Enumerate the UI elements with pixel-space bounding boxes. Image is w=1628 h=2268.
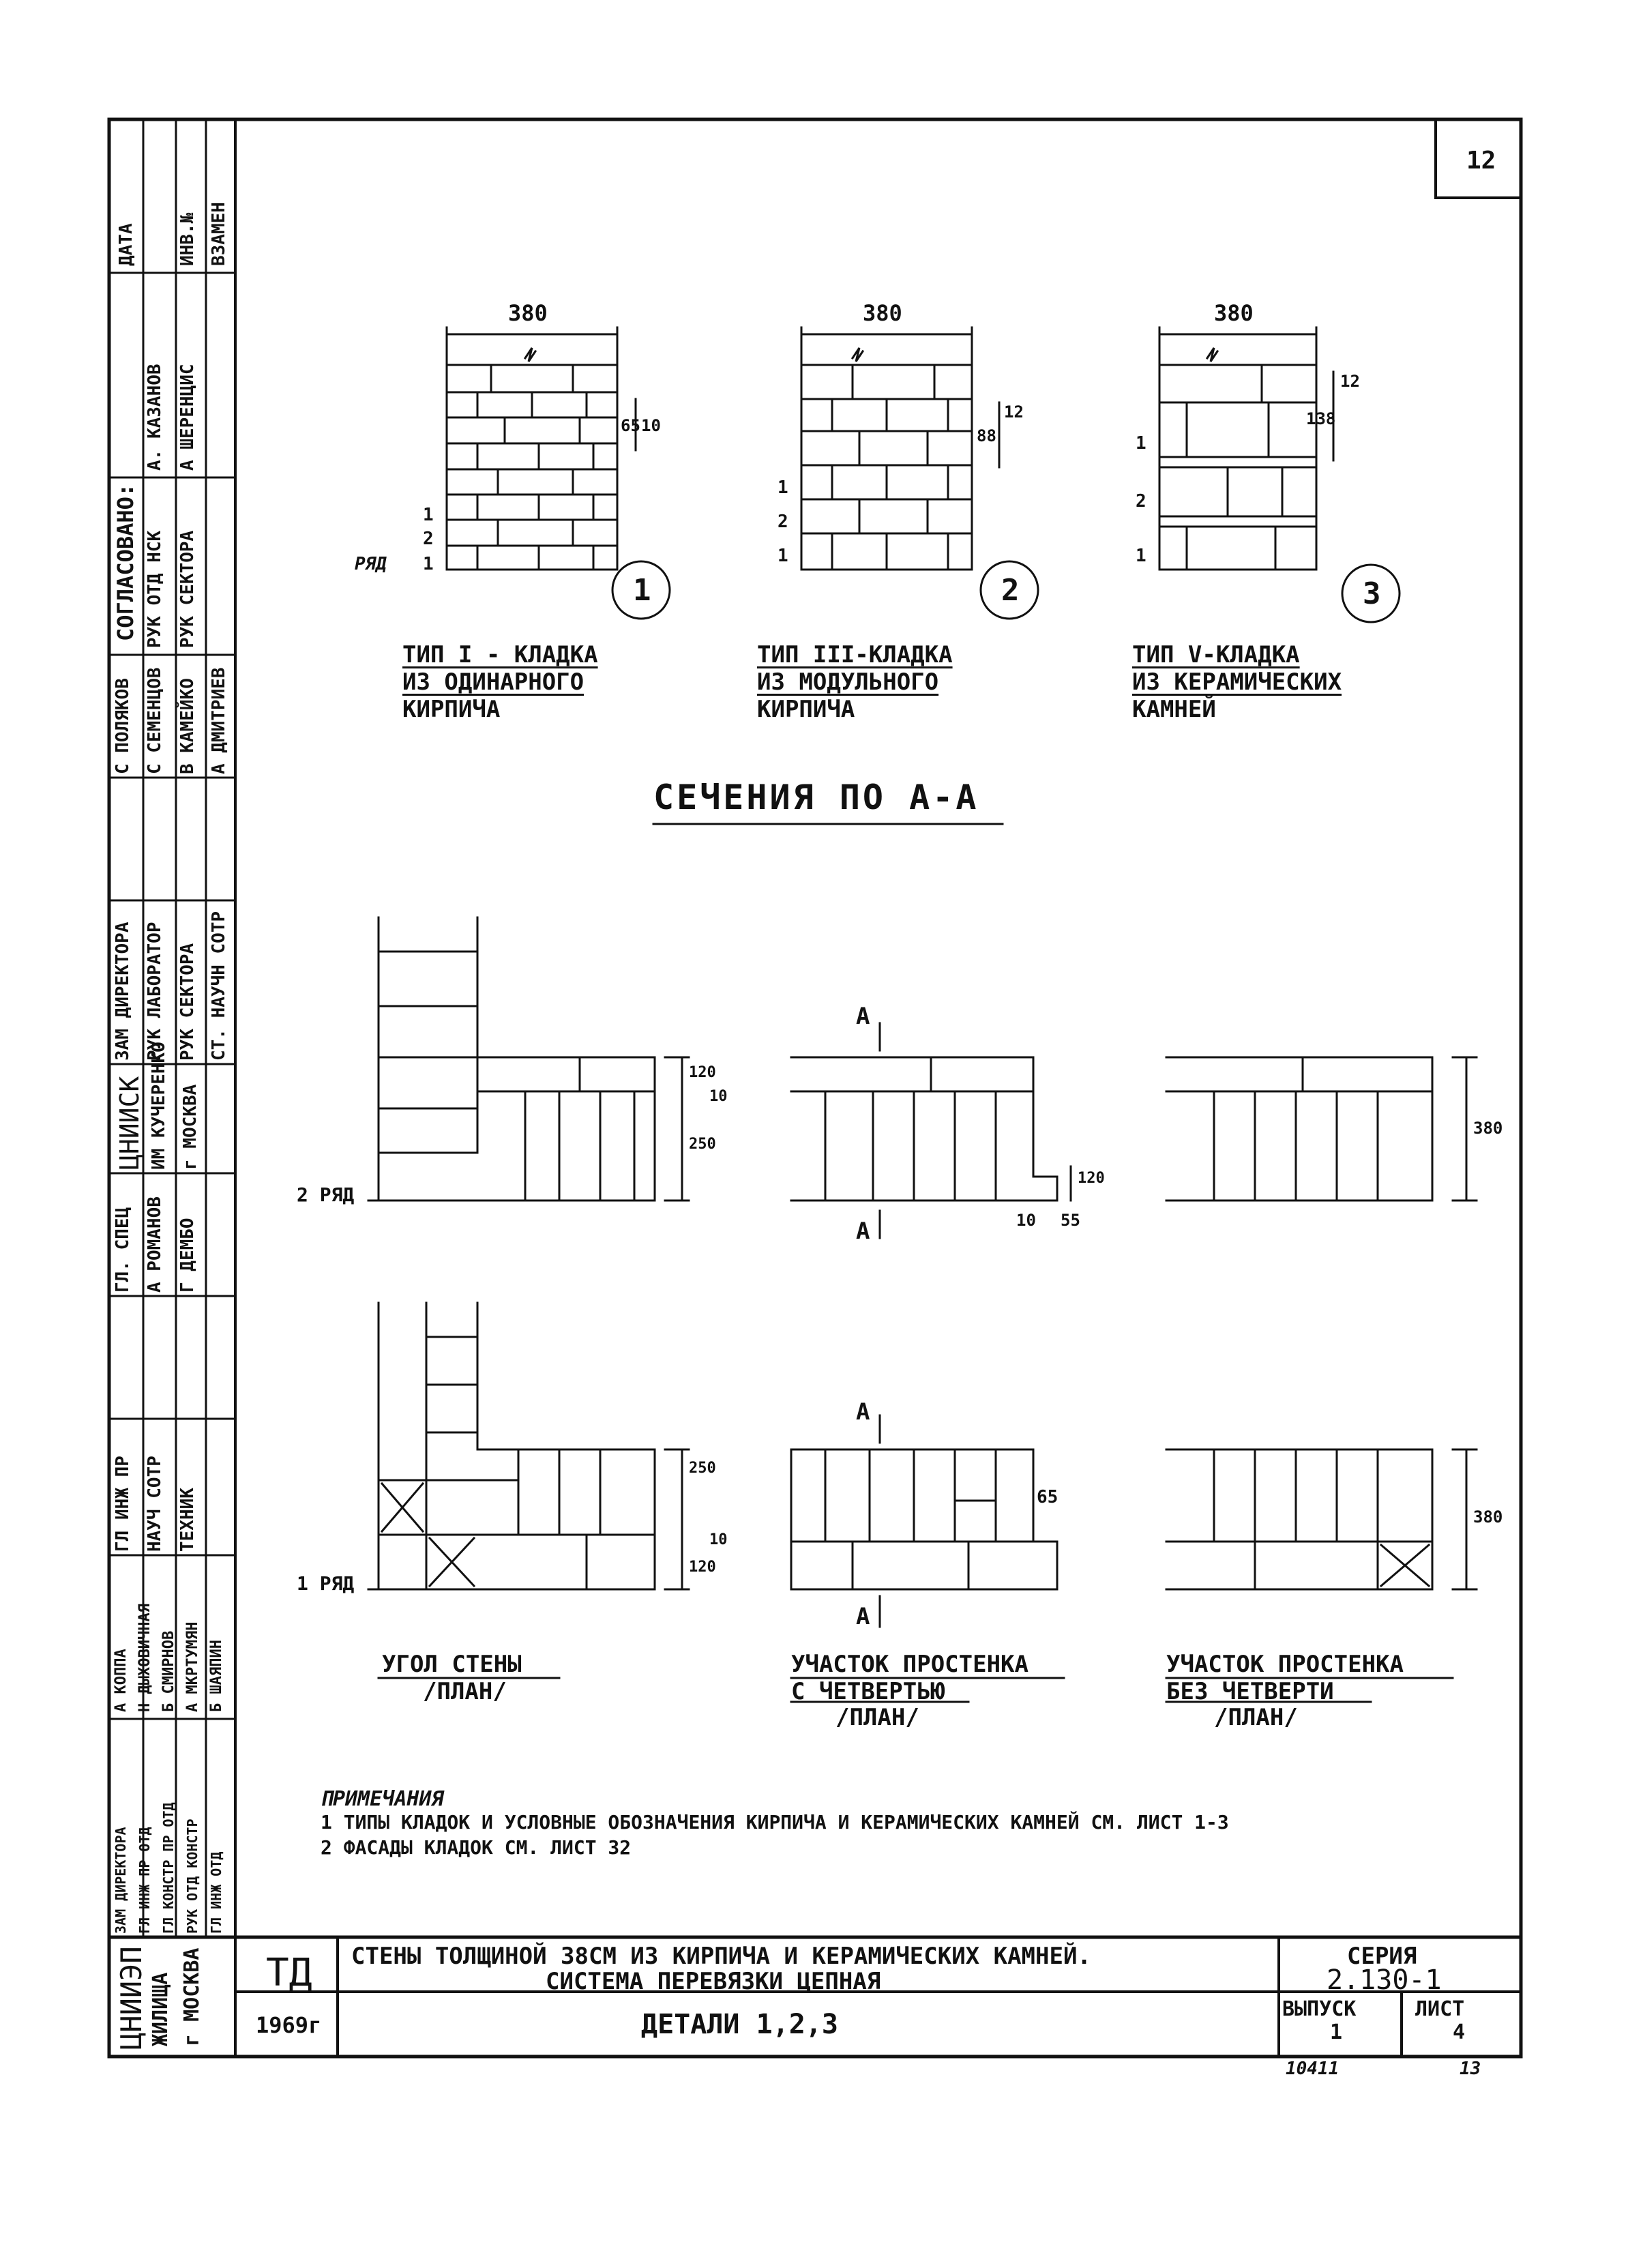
sheet-bottom-left-number: 10411	[1286, 2059, 1340, 2079]
stamp-agreed: СОГЛАСОВАНО:	[113, 483, 138, 641]
elevation-1-dim-a: 65	[621, 416, 640, 435]
series-label: СЕРИЯ	[1347, 1943, 1417, 1970]
caption-quarter-line-3: /ПЛАН/	[835, 1704, 919, 1731]
stamp-role-researcher: НАУЧ СОТР	[145, 1456, 165, 1552]
dim-250-corner-row1: 250	[689, 1460, 716, 1477]
issue-value: 1	[1330, 2020, 1343, 2044]
section-mark-row2-bottom: А	[856, 1218, 870, 1245]
stamp-role-sector-head: РУК СЕКТОРА	[177, 943, 198, 1061]
dim-120-corner-row2: 120	[689, 1064, 716, 1081]
elevation-3-dim-a: 138	[1306, 409, 1336, 428]
elevation-2-title-line-3: КИРПИЧА	[757, 696, 855, 723]
row-prefix-label: РЯД	[355, 554, 387, 574]
page-number: 12	[1466, 147, 1496, 175]
caption-corner-line-2: /ПЛАН/	[423, 1678, 507, 1705]
elevation-2-row-c: 1	[778, 546, 788, 566]
dim-10-quarter-row2: 10	[1016, 1211, 1036, 1230]
dim-10-corner-row2: 10	[709, 1088, 728, 1105]
elevation-2-row-b: 2	[778, 512, 788, 532]
stamp-role-senior-researcher: СТ. НАУЧН СОТР	[209, 911, 229, 1061]
plan-corner-row-2	[368, 917, 689, 1201]
stamp-name-romanov: А РОМАНОВ	[145, 1196, 165, 1293]
elevation-3-title-line-2: ИЗ КЕРАМИЧЕСКИХ	[1132, 668, 1342, 696]
elevation-1-row-a: 1	[423, 505, 434, 525]
section-mark-row1-top: А	[856, 1398, 870, 1426]
stamp-role-chief-constr: ГЛ КОНСТР ПР ОТД	[160, 1802, 177, 1934]
elevation-1-row-b: 2	[423, 529, 434, 549]
stamp-role-head-constr: РУК ОТД КОНСТР	[184, 1818, 201, 1934]
elevation-2-title-line-1: ТИП III-КЛАДКА	[757, 641, 953, 668]
stamp-name-polyakov: С ПОЛЯКОВ	[113, 678, 133, 774]
elevation-3-width-dim: 380	[1214, 300, 1254, 326]
elevation-3-circle-number: 3	[1363, 576, 1381, 611]
caption-no-quarter-line-3: /ПЛАН/	[1214, 1704, 1298, 1731]
elevation-3-row-a: 1	[1136, 433, 1146, 454]
section-title: СЕЧЕНИЯ ПО А-А	[653, 778, 979, 817]
dim-380-row1: 380	[1473, 1507, 1503, 1527]
title-block-mark: ТД	[266, 1951, 312, 1995]
stamp-name-mkrtumyan: А МКРТУМЯН	[184, 1621, 201, 1712]
issue-label: ВЫПУСК	[1282, 1997, 1357, 2021]
elevation-3-title-line-1: ТИП V-КЛАДКА	[1132, 641, 1300, 668]
plan-corner-row-1	[368, 1303, 689, 1589]
stamp-role-technician: ТЕХНИК	[177, 1488, 198, 1552]
note-1: 1 ТИПЫ КЛАДОК И УСЛОВНЫЕ ОБОЗНАЧЕНИЯ КИРПИЧА И КЕРАМИЧЕСКИХ КАМНЕЙ СМ. ЛИСТ 1-3	[321, 1811, 1229, 1833]
title-block-title-line-1: СТЕНЫ ТОЛЩИНОЙ 38СМ ИЗ КИРПИЧА И КЕРАМИЧЕСКИХ КАМНЕЙ.	[351, 1943, 1091, 1970]
row-2-label: 2 РЯД	[297, 1183, 355, 1206]
stamp-date-header: ДАТА	[116, 223, 136, 266]
section-mark-row2-top: А	[856, 1003, 870, 1030]
caption-no-quarter-line-1: УЧАСТОК ПРОСТЕНКА	[1166, 1651, 1404, 1678]
stamp-org2-city: г МОСКВА	[180, 1084, 201, 1170]
title-block-year: 1969г	[256, 2012, 322, 2038]
caption-quarter-line-2: С ЧЕТВЕРТЬЮ	[791, 1678, 945, 1705]
stamp-role-nsk: РУК ОТД НСК	[145, 530, 165, 648]
dim-250-corner-row2: 250	[689, 1136, 716, 1153]
plan-pier-quarter-row-2	[791, 1023, 1071, 1238]
dim-10-corner-row1: 10	[709, 1531, 728, 1548]
stamp-replace-header: ВЗАМЕН	[209, 202, 229, 266]
elevation-1-title-line-1: ТИП I - КЛАДКА	[402, 641, 598, 668]
stamp-inv-header: ИНВ.№	[177, 212, 198, 266]
stamp-name-smirnov: Б СМИРНОВ	[160, 1630, 177, 1712]
title-block-title-line-2: СИСТЕМА ПЕРЕВЯЗКИ ЦЕПНАЯ	[546, 1968, 881, 1995]
caption-no-quarter-line-2: БЕЗ ЧЕТВЕРТИ	[1166, 1678, 1334, 1705]
stamp-name-sementsov: С СЕМЕНЦОВ	[145, 667, 165, 774]
elevation-3-title-line-3: КАМНЕЙ	[1132, 696, 1216, 723]
caption-corner-line-1: УГОЛ СТЕНЫ	[382, 1651, 522, 1678]
elevation-3-row-c: 1	[1136, 546, 1146, 566]
row-1-label: 1 РЯД	[297, 1572, 355, 1595]
stamp-role-lab-head: РУК ЛАБОРАТОР	[145, 922, 165, 1061]
elevation-1-dim-b: 10	[641, 416, 661, 435]
notes-heading: ПРИМЕЧАНИЯ	[321, 1787, 444, 1811]
elevation-2-title-line-2: ИЗ МОДУЛЬНОГО	[757, 668, 939, 696]
stamp-org: ЦНИИЭП	[115, 1946, 148, 2050]
stamp-role-sector: РУК СЕКТОРА	[177, 530, 198, 648]
plan-pier-no-quarter-row-1	[1166, 1449, 1477, 1589]
stamp-role-chief-eng-dept: ГЛ ИНЖ ПР ОТД	[136, 1827, 153, 1934]
stamp-org2: ЦНИИСК	[115, 1076, 145, 1170]
stamp-name-dembo: Г ДЕМБО	[177, 1218, 198, 1293]
dim-65-quarter-row1: 65	[1037, 1487, 1059, 1507]
elevation-1-row-c: 1	[423, 554, 434, 574]
sheet-value: 4	[1453, 2020, 1466, 2044]
stamp-role-deputy-director: ЗАМ ДИРЕКТОРА	[113, 922, 133, 1061]
stamp-role-deputy-director-2: ЗАМ ДИРЕКТОРА	[113, 1827, 129, 1934]
stamp-name-kameyko: В КАМЕЙКО	[177, 678, 198, 774]
sheet-label: ЛИСТ	[1415, 1997, 1465, 2021]
plan-pier-no-quarter-row-2	[1166, 1057, 1477, 1201]
title-block-subtitle: ДЕТАЛИ 1,2,3	[641, 2009, 838, 2040]
elevation-2-circle-number: 2	[1001, 573, 1020, 608]
caption-quarter-line-1: УЧАСТОК ПРОСТЕНКА	[791, 1651, 1028, 1678]
stamp-org2-sub: ИМ КУЧЕРЕНКО	[149, 1042, 169, 1170]
stamp-name-dykhovichnaya: Н ДЫХОВИЧНАЯ	[136, 1604, 153, 1712]
elevation-2-dim-b: 12	[1004, 402, 1024, 422]
stamp-org-city: г МОСКВА	[180, 1947, 204, 2046]
dim-120-corner-row1: 120	[689, 1559, 716, 1576]
sheet-bottom-right-number: 13	[1460, 2059, 1481, 2079]
stamp-name-dmitriev: А ДМИТРИЕВ	[209, 667, 229, 774]
elevation-2-width-dim: 380	[863, 300, 902, 326]
elevation-1-title-line-3: КИРПИЧА	[402, 696, 501, 723]
elevation-1-circle-number: 1	[633, 573, 651, 608]
elevation-2-dim-a: 88	[977, 426, 996, 445]
dim-120-quarter-row2: 120	[1078, 1170, 1105, 1187]
stamp-org-sub: ЖИЛИЩА	[149, 1972, 173, 2046]
stamp-name-sherentsis: А ШЕРЕНЦИС	[177, 364, 198, 471]
elevation-3-dim-b: 12	[1340, 372, 1360, 391]
elevation-1-title-line-2: ИЗ ОДИНАРНОГО	[402, 668, 584, 696]
dim-55-quarter-row2: 55	[1061, 1211, 1080, 1230]
stamp-role-chief-eng-2: ГЛ ИНЖ ОТД	[208, 1851, 224, 1934]
section-mark-row1-bottom: А	[856, 1603, 870, 1630]
note-2: 2 ФАСАДЫ КЛАДОК СМ. ЛИСТ 32	[321, 1836, 632, 1859]
series-value: 2.130-1	[1327, 1964, 1442, 1996]
stamp-name-chief-spec: ГЛ. СПЕЦ	[113, 1207, 133, 1293]
stamp-name-koppa: А КОППА	[113, 1649, 130, 1712]
elevation-3-row-b: 2	[1136, 491, 1146, 512]
plan-pier-quarter-row-1	[791, 1415, 1057, 1627]
dim-380-row2: 380	[1473, 1119, 1503, 1138]
elevation-2-row-a: 1	[778, 477, 788, 498]
elevation-1-width-dim: 380	[508, 300, 548, 326]
stamp-role-chief-eng: ГЛ ИНЖ ПР	[113, 1456, 133, 1552]
stamp-name-kazanov: А. КАЗАНОВ	[145, 364, 165, 471]
stamp-name-shayapin: Б ШАЯПИН	[208, 1640, 225, 1712]
